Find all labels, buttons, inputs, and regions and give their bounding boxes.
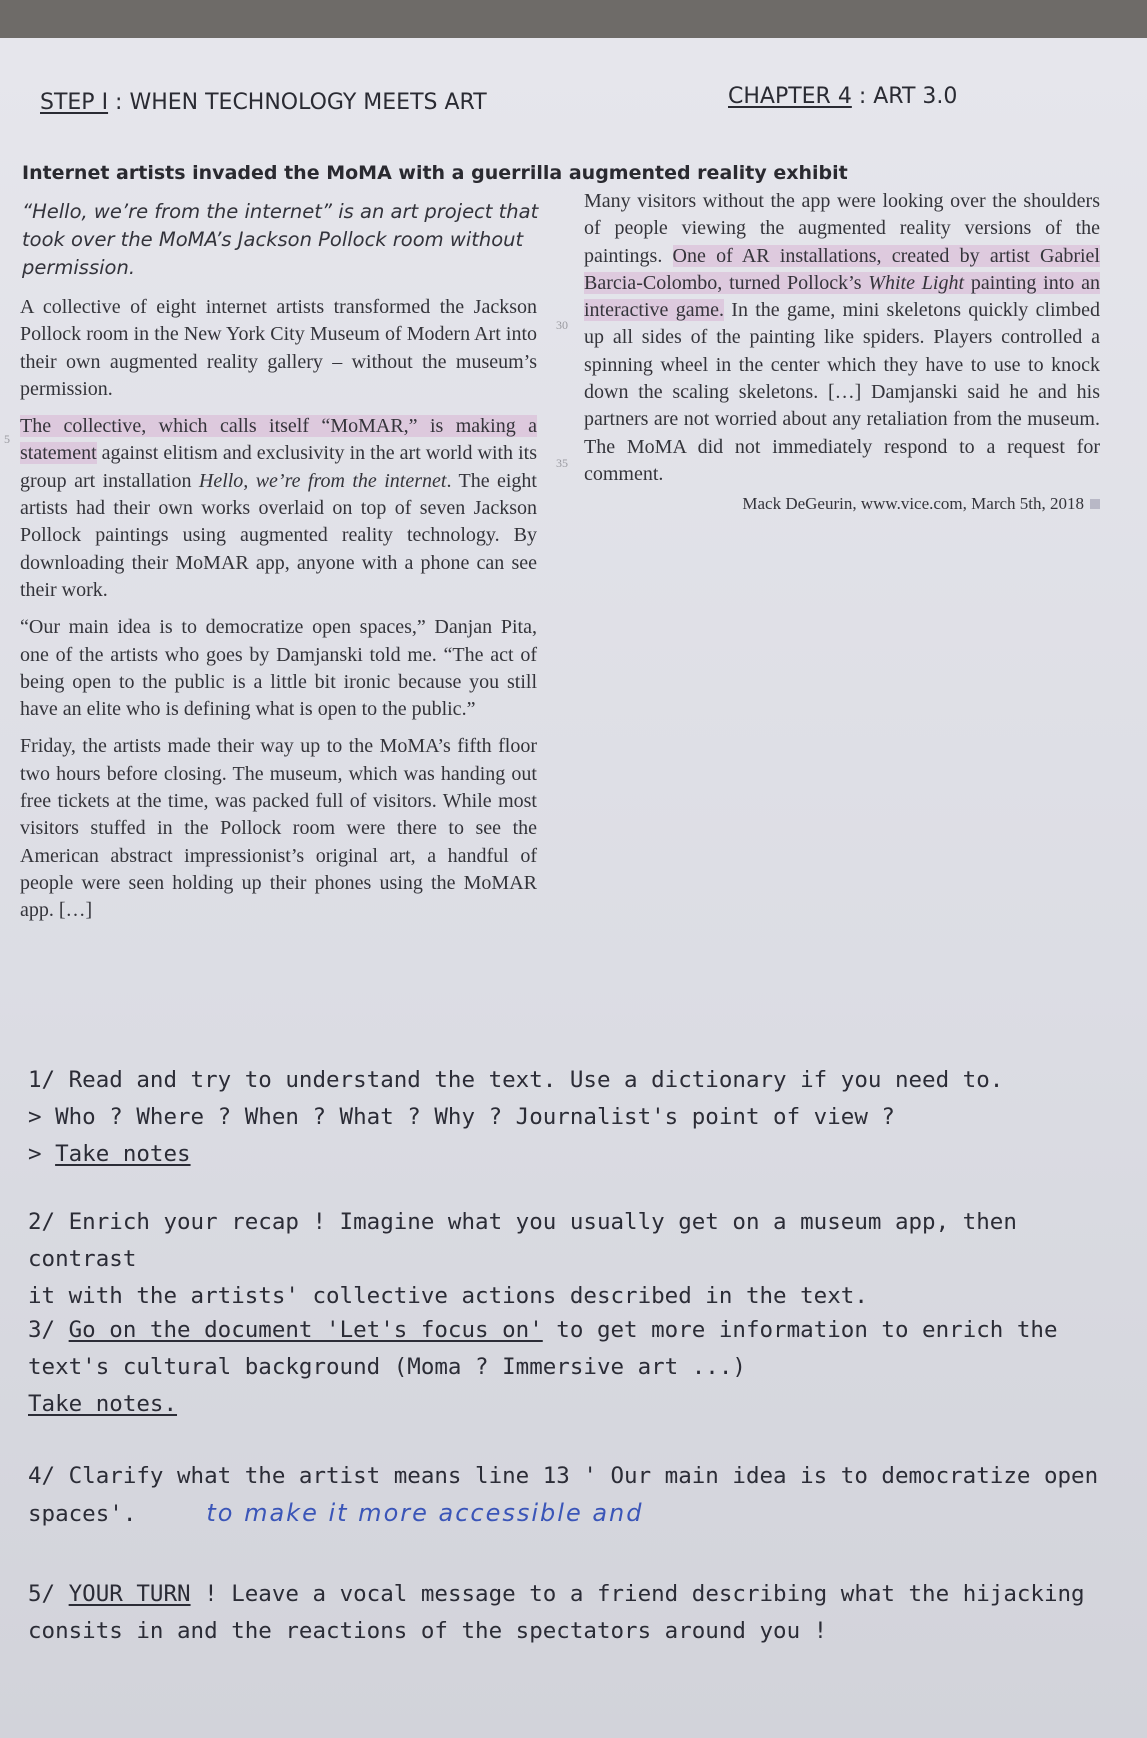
highlighted-text: The collective, which calls itself “MoMAR,” is making a statement [20, 415, 537, 465]
question-1: 1/ Read and try to understand the text. Use a dictionary if you need to. > Who ? Where ? When ? What ? Why ? Journalist's point of view ? > Take notes [28, 1067, 1004, 1167]
step-title: : WHEN TECHNOLOGY MEETS ART [108, 90, 487, 115]
installation-title: Hello, we’re from the internet [198, 469, 447, 492]
highlighted-text: One of AR installations, created by artist Gabriel Barcia-Colombo, turned Pollock’s White Light painting into an interactive game. [584, 244, 1100, 322]
paragraph-1: A collective of eight internet artists transformed the Jackson Pollock room in the New York City Museum of Modern Art into their own augmented reality gallery – without the museum’s permission. [20, 296, 537, 400]
article-headline: Internet artists invaded the MoMA with a guerrilla augmented reality exhibit [22, 162, 848, 184]
question-5: 5/ YOUR TURN ! Leave a vocal message to a friend describing what the hijacking consits in and the reactions of the spectators around you ! [28, 1581, 1085, 1644]
chapter-heading [728, 84, 957, 109]
step-label: STEP I [40, 90, 109, 115]
chapter-label: CHAPTER 4 [728, 84, 852, 109]
question-4: 4/ Clarify what the artist means line 13 ' Our main idea is to democratize open spaces'. to make it more accessible and [28, 1463, 1099, 1527]
line-number-35: 35 [556, 456, 568, 470]
article-right-column [584, 188, 1100, 518]
handwritten-answer: to make it more accessible and [206, 1499, 644, 1527]
line-number-5: 5 [4, 432, 10, 446]
worksheet-page [0, 38, 1147, 1738]
paragraph-4: Friday, the artists made their way up to the MoMA’s fifth floor two hours before closing. The museum, which was handing out free tickets at the time, was packed full of visitors. While most visitors stuffed in the Pollock room were there to see the American abstract impressionist’s original art, a handful of people were seen holding up their phones using the MoMAR app. […] [20, 735, 537, 922]
article-lead: “Hello, we’re from the internet” is an art project that took over the MoMA’s Jackson Pollock room without permission. [22, 200, 539, 279]
paragraph-2: The collective, which calls itself “MoMAR,” is making a statement against elitism and exclusivity in the art world with its group art installation Hello, we’re from the internet. The eight artists had their own works overlaid on top of seven Jackson Pollock paintings using augmented reality technology. By downloading their MoMAR app, anyone with a phone can see their work. [20, 415, 537, 601]
article-byline: Mack DeGeurin, www.vice.com, March 5th, 2018 [584, 490, 1100, 517]
end-square-icon [1090, 499, 1100, 509]
question-3: 3/ Go on the document 'Let's focus on' to get more information to enrich the text's cultural background (Moma ? Immersive art ...) Take notes. [28, 1317, 1058, 1417]
paragraph-3: “Our main idea is to democratize open spaces,” Danjan Pita, one of the artists who goes by Damjanski told me. “The act of being open to the public is a little bit ironic because you still have an elite who is defining what is open to the public.” [20, 616, 537, 721]
paragraph-right: Many visitors without the app were looking over the shoulders of people viewing the augmented reality versions of the paintings. One of AR installations, created by artist Gabriel Barcia-Colombo, turned Pollock’s White Light painting into an interactive game. In the game, mini skeletons quickly climbed up all sides of the painting like spiders. Players controlled a spinning wheel in the center which they have to use to knock down the scaling skeletons. […] Damjanski said he and his partners are not worried about any retaliation from the museum. The MoMA did not immediately respond to a request for comment. [584, 190, 1100, 485]
chapter-title: : ART 3.0 [851, 84, 958, 109]
your-turn-label: YOUR TURN [68, 1581, 191, 1607]
article-left-column [20, 294, 537, 935]
document-reference: Go on the document 'Let's focus on' [68, 1317, 543, 1343]
question-2: 2/ Enrich your recap ! Imagine what you usually get on a museum app, then contrast it with the artists' collective actions described in the text. [28, 1209, 1017, 1309]
line-number-30: 30 [556, 318, 568, 332]
step-heading [40, 90, 487, 115]
